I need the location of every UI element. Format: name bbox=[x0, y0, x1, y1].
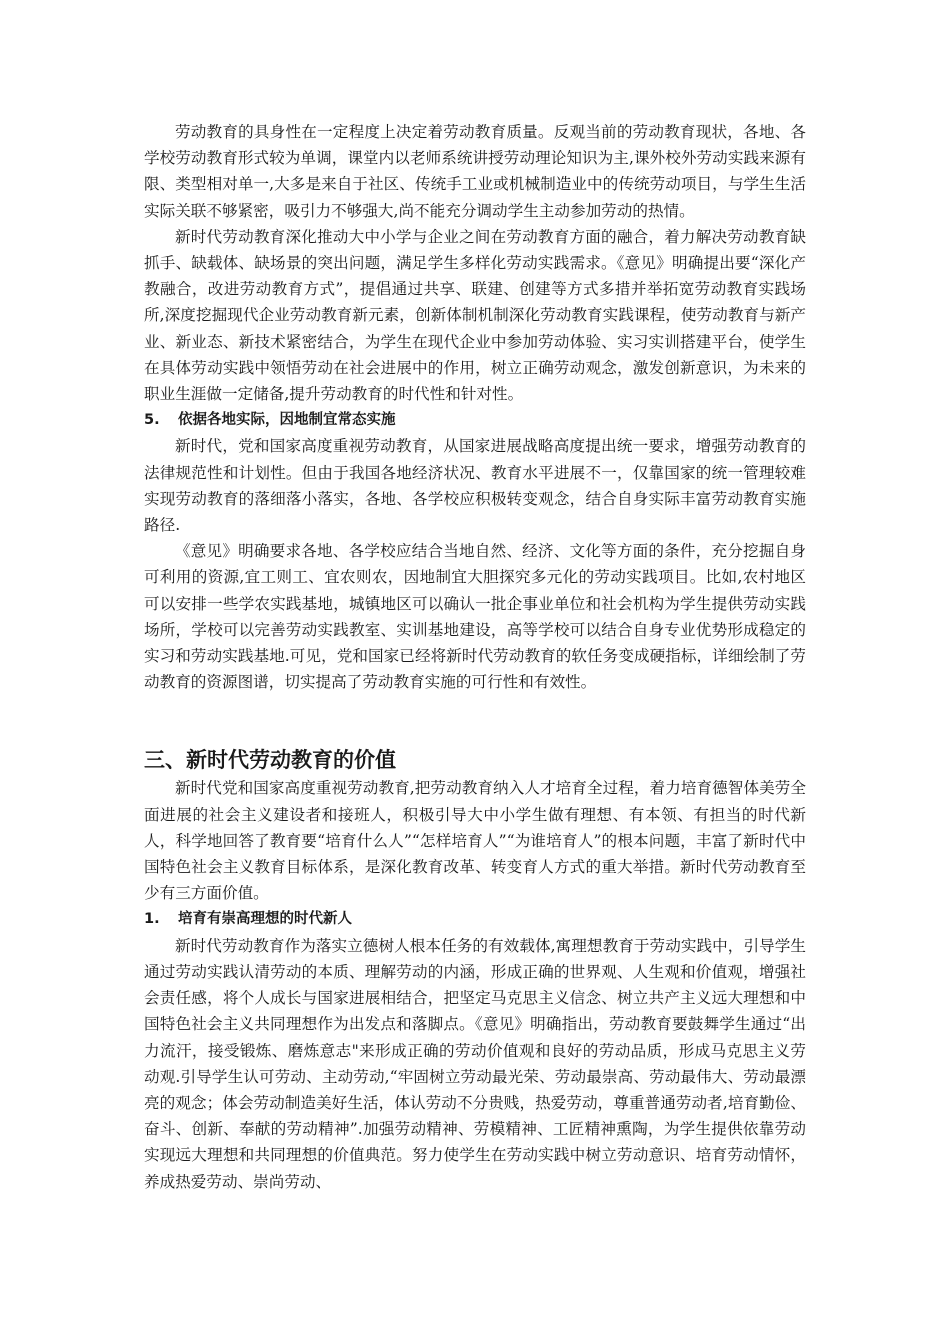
body-paragraph: 《意见》明确要求各地、各学校应结合当地自然、经济、文化等方面的条件，充分挖掘自身可利用的资源,宜工则工、宜农则农，因地制宜大胆探究多元化的劳动实践项目。比如,农村地区可以安排一些学农实践基地，城镇地区可以确认一批企事业单位和社会机构为学生提供劳动实践场所，学校可以完善劳动实践教室、实训基地建设，高等学校可以结合自身专业优势形成稳定的实习和劳动实践基地.可见，党和国家已经将新时代劳动教育的软任务变成硬指标，详细绘制了劳动教育的资源图谱，切实提高了劳动教育实施的可行性和有效性。 bbox=[144, 542, 806, 692]
body-paragraph: 新时代，党和国家高度重视劳动教育，从国家进展战略高度提出统一要求，增强劳动教育的法律规范性和计划性。但由于我国各地经济状况、教育水平进展不一，仅靠国家的统一管理较难实现劳动教育的落细落小落实，各地、各学校应积极转变观念，结合自身实际丰富劳动教育实施路径. bbox=[144, 437, 806, 535]
subheading-number: 1. bbox=[144, 911, 160, 928]
subheading-text: 依据各地实际，因地制宜常态实施 bbox=[178, 412, 396, 429]
subheading-number: 5. bbox=[144, 412, 160, 429]
body-paragraph: 新时代劳动教育深化推动大中小学与企业之间在劳动教育方面的融合，着力解决劳动教育缺抓手、缺载体、缺场景的突出问题，满足学生多样化劳动实践需求。《意见》明确提出要“深化产教融合，改进劳动教育方式”，提倡通过共享、联建、创建等方式多措并举拓宽劳动教育实践场所,深度挖掘现代企业劳动教育新元素，创新体制机制深化劳动教育实践课程，使劳动教育与新产业、新业态、新技术紧密结合，为学生在现代企业中参加劳动体验、实习实训搭建平台，使学生在具体劳动实践中领悟劳动在社会进展中的作用，树立正确劳动观念，激发创新意识，为未来的职业生涯做一定储备,提升劳动教育的时代性和针对性。 bbox=[144, 227, 806, 404]
body-paragraph: 劳动教育的具身性在一定程度上决定着劳动教育质量。反观当前的劳动教育现状，各地、各学校劳动教育形式较为单调，课堂内以老师系统讲授劳动理论知识为主,课外校外劳动实践来源有限、类型相对单一,大多是来自于社区、传统手工业或机械制造业中的传统劳动项目，与学生生活实际关联不够紧密，吸引力不够强大,尚不能充分调动学生主动参加劳动的热情。 bbox=[144, 123, 806, 220]
subheading-1 bbox=[144, 906, 806, 932]
subheading-text: 培育有崇高理想的时代新人 bbox=[178, 911, 352, 928]
body-paragraph: 新时代劳动教育作为落实立德树人根本任务的有效载体,寓理想教育于劳动实践中，引导学生通过劳动实践认清劳动的本质、理解劳动的内涵，形成正确的世界观、人生观和价值观，增强社会责任感，将个人成长与国家进展相结合，把坚定马克思主义信念、树立共产主义远大理想和中国特色社会主义共同理想作为出发点和落脚点。《意见》明确指出，劳动教育要鼓舞学生通过“出力流汗，接受锻炼、磨炼意志"来形成正确的劳动价值观和良好的劳动品质，形成马克思主义劳动观.引导学生认可劳动、主动劳动,“牢固树立劳动最光荣、劳动最崇高、劳动最伟大、劳动最漂亮的观念；体会劳动制造美好生活，体认劳动不分贵贱，热爱劳动，尊重普通劳动者,培育勤俭、奋斗、创新、奉献的劳动精神”.加强劳动精神、劳模精神、工匠精神熏陶，为学生提供依靠劳动实现远大理想和共同理想的价值典范。努力使学生在劳动实践中树立劳动意识、培育劳动情怀，养成热爱劳动、崇尚劳动、 bbox=[144, 936, 806, 1191]
section-title: 三、新时代劳动教育的价值 bbox=[144, 748, 396, 773]
document-page bbox=[144, 119, 806, 1195]
body-paragraph: 新时代党和国家高度重视劳动教育,把劳动教育纳入人才培育全过程，着力培育德智体美劳全面进展的社会主义建设者和接班人，积极引导大中小学生做有理想、有本领、有担当的时代新人，科学地回答了教育要“培育什么人”“怎样培育人”“为谁培育人”的根本问题，丰富了新时代中国特色社会主义教育目标体系，是深化教育改革、转变育人方式的重大举措。新时代劳动教育至少有三方面价值。 bbox=[144, 779, 806, 903]
subheading-5 bbox=[144, 407, 806, 433]
section-spacer bbox=[144, 695, 806, 745]
